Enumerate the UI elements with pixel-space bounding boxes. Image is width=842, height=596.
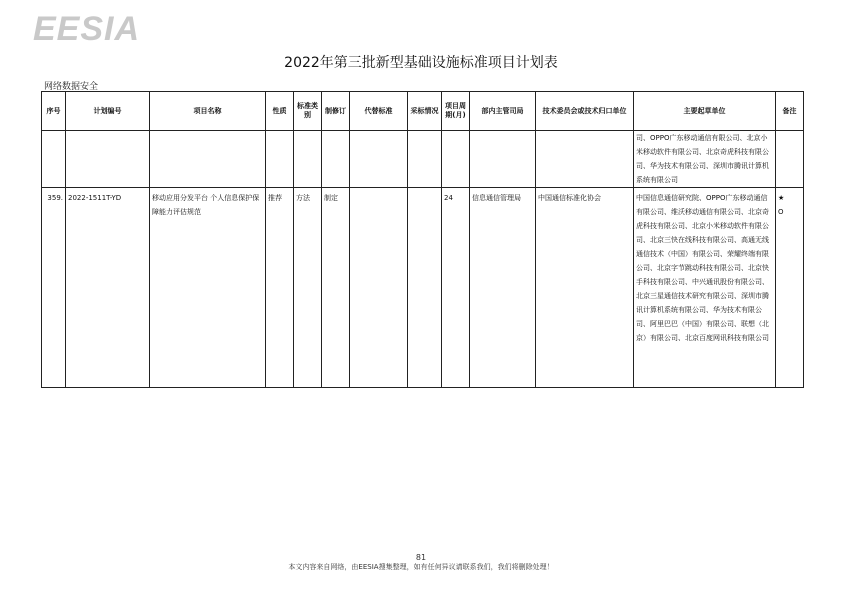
cell-drafters: 司、OPPO广东移动通信有限公司、北京小米移动软件有限公司、北京奇虎科技有限公司、华为技术有限公司、深圳市腾讯计算机系统有限公司 xyxy=(634,131,776,188)
table-row xyxy=(42,188,804,388)
col-header-nature: 性质 xyxy=(266,92,294,131)
cell-period: 24 xyxy=(442,188,470,388)
cell-department xyxy=(470,131,536,188)
document-title: 2022年第三批新型基础设施标准项目计划表 xyxy=(284,55,558,71)
col-header-name: 项目名称 xyxy=(150,92,266,131)
cell-replaces xyxy=(350,188,408,388)
category-label: 网络数据安全 xyxy=(44,82,99,92)
footer-note: 本文内容来自网络，由EESIA搜集整理，如有任何异议请联系我们，我们将删除处理！ xyxy=(288,563,554,571)
cell-adoption xyxy=(408,131,442,188)
col-header-revision: 制修订 xyxy=(322,92,350,131)
eesia-logo: EESIA xyxy=(33,10,141,48)
col-header-plan-id: 计划编号 xyxy=(66,92,150,131)
cell-plan-id: 2022-1511T-YD xyxy=(66,188,150,388)
cell-replaces xyxy=(350,131,408,188)
cell-adoption xyxy=(408,188,442,388)
cell-nature: 推荐 xyxy=(266,188,294,388)
cell-plan-id xyxy=(66,131,150,188)
cell-remarks: ★ O xyxy=(776,188,804,388)
table-row xyxy=(42,131,804,188)
cell-drafters: 中国信息通信研究院、OPPO广东移动通信有限公司、维沃移动通信有限公司、北京奇虎科技有限公司、北京小米移动软件有限公司、北京三快在线科技有限公司、高通无线通信技术（中国）有限公司、荣耀终端有限公司、北京字节跳动科技有限公司、北京快手科技有限公司、中兴通讯股份有限公司、北京三星通信技术研究有限公司、深圳市腾讯计算机系统有限公司、华为技术有限公司、阿里巴巴（中国）有限公司、联想（北京）有限公司、北京百度网讯科技有限公司 xyxy=(634,188,776,388)
cell-period xyxy=(442,131,470,188)
col-header-department: 部内主管司局 xyxy=(470,92,536,131)
table-header-row xyxy=(42,92,804,131)
col-header-category: 标准类别 xyxy=(294,92,322,131)
cell-committee xyxy=(536,131,634,188)
cell-revision: 制定 xyxy=(322,188,350,388)
col-header-no: 序号 xyxy=(42,92,66,131)
col-header-period: 项目周期(月) xyxy=(442,92,470,131)
col-header-adoption: 采标情况 xyxy=(408,92,442,131)
cell-no xyxy=(42,131,66,188)
page-number: 81 xyxy=(415,553,427,562)
col-header-drafters: 主要起草单位 xyxy=(634,92,776,131)
cell-committee: 中国通信标准化协会 xyxy=(536,188,634,388)
col-header-committee: 技术委员会或技术归口单位 xyxy=(536,92,634,131)
cell-name xyxy=(150,131,266,188)
cell-department: 信息通信管理局 xyxy=(470,188,536,388)
cell-name: 移动应用分发平台 个人信息保护保障能力评估规范 xyxy=(150,188,266,388)
cell-category: 方法 xyxy=(294,188,322,388)
cell-nature xyxy=(266,131,294,188)
cell-remarks xyxy=(776,131,804,188)
cell-revision xyxy=(322,131,350,188)
cell-category xyxy=(294,131,322,188)
col-header-remarks: 备注 xyxy=(776,92,804,131)
cell-no: 359. xyxy=(42,188,66,388)
standards-plan-table xyxy=(41,91,804,388)
col-header-replaces: 代替标准 xyxy=(350,92,408,131)
